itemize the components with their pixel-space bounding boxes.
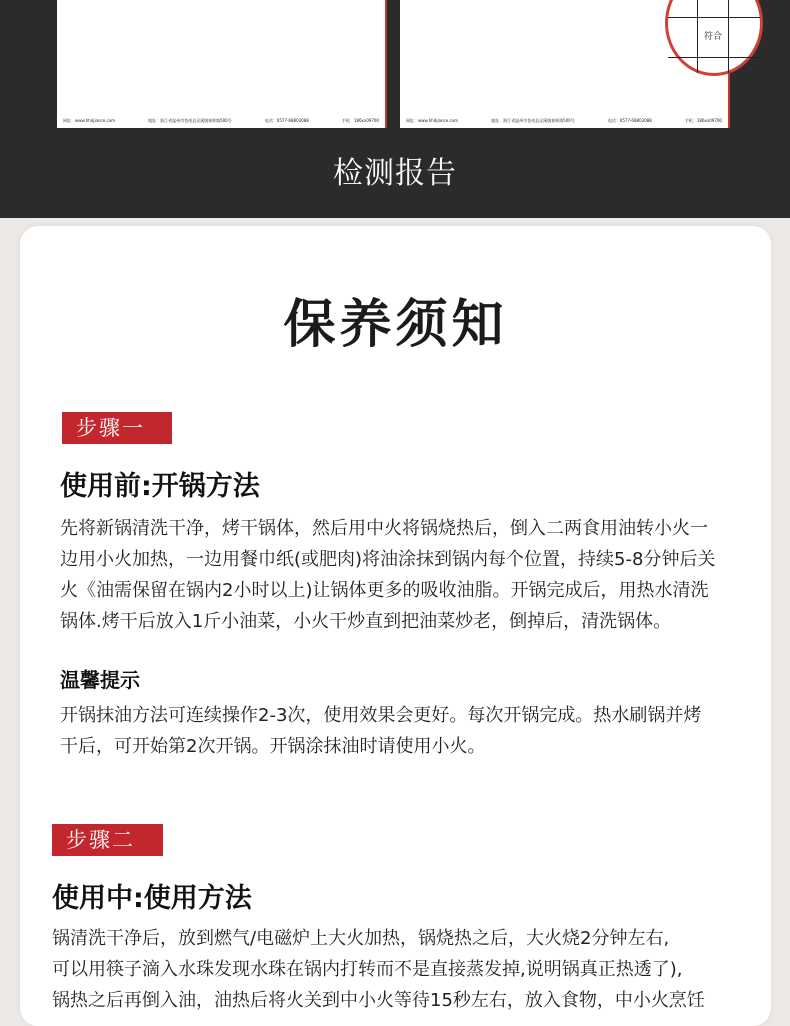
report-banner xyxy=(0,0,790,218)
grid-line xyxy=(697,0,698,73)
text-line: 开锅抹油方法可连续操作2-3次，使用效果会更好。每次开锅完成。热水刷锅并烤 xyxy=(60,705,702,726)
step1-text xyxy=(60,513,760,637)
footer-website: 网址：www.hhdjiance.com xyxy=(406,118,459,123)
step2-badge: 步骤二 xyxy=(52,824,163,856)
text-line: 锅体.烤干后放入1斤小油菜，小火干炒直到把油菜炒老，倒掉后，清洗锅体。 xyxy=(60,611,672,632)
grid-line xyxy=(668,17,760,18)
text-line: 先将新锅清洗干净，烤干锅体，然后用中火将锅烧热后，倒入二两食用油转小火一 xyxy=(60,518,708,539)
footer-mobile: 手机：186xx09700 xyxy=(684,118,722,123)
footer-address: 地址：浙江省温州市苍南县灵溪镇春晖路500号 xyxy=(148,118,232,123)
step2-text xyxy=(52,923,752,1016)
step1-badge: 步骤一 xyxy=(62,412,172,444)
text-line: 边用小火加热，一边用餐巾纸(或肥肉)将油涂抹到锅内每个位置，持续5-8分钟后关 xyxy=(60,549,716,570)
document-footer xyxy=(63,117,379,125)
text-line: 锅热之后再倒入油，油热后将火关到中小火等待15秒左右，放入食物，中小火烹饪 xyxy=(52,990,705,1011)
step1-heading: 使用前:开锅方法 xyxy=(60,471,260,502)
text-line: 锅清洗干净后，放到燃气/电磁炉上大火加热，锅烧热之后，大火烧2分钟左右, xyxy=(52,928,670,949)
document-footer xyxy=(406,117,722,125)
page-title: 保养须知 xyxy=(283,294,508,355)
footer-mobile: 手机：186xx09700 xyxy=(341,118,379,123)
grid-line xyxy=(728,0,729,73)
tip-title: 温馨提示 xyxy=(60,668,140,692)
zoom-label: 符合 xyxy=(704,32,723,42)
footer-phone: 电话：0577-68803088 xyxy=(607,118,652,123)
grid-line xyxy=(668,57,760,58)
text-line: 干后，可开始第2次开锅。开锅涂抹油时请使用小火。 xyxy=(60,736,486,757)
step2-heading: 使用中:使用方法 xyxy=(52,883,252,914)
report-title: 检测报告 xyxy=(333,156,457,191)
report-document-left xyxy=(57,0,387,128)
text-line: 可以用筷子滴入水珠发现水珠在锅内打转而不是直接蒸发掉,说明锅真正热透了), xyxy=(52,959,683,980)
footer-address: 地址：浙江省温州市苍南县灵溪镇春晖路500号 xyxy=(491,118,575,123)
text-line: 火《油需保留在锅内2小时以上)让锅体更多的吸收油脂。开锅完成后，用热水清洗 xyxy=(60,580,709,601)
care-card xyxy=(20,226,771,1026)
footer-website: 网址：www.hhdjiance.com xyxy=(63,118,116,123)
tip-text xyxy=(60,700,760,762)
footer-phone: 电话：0577-68803088 xyxy=(264,118,309,123)
